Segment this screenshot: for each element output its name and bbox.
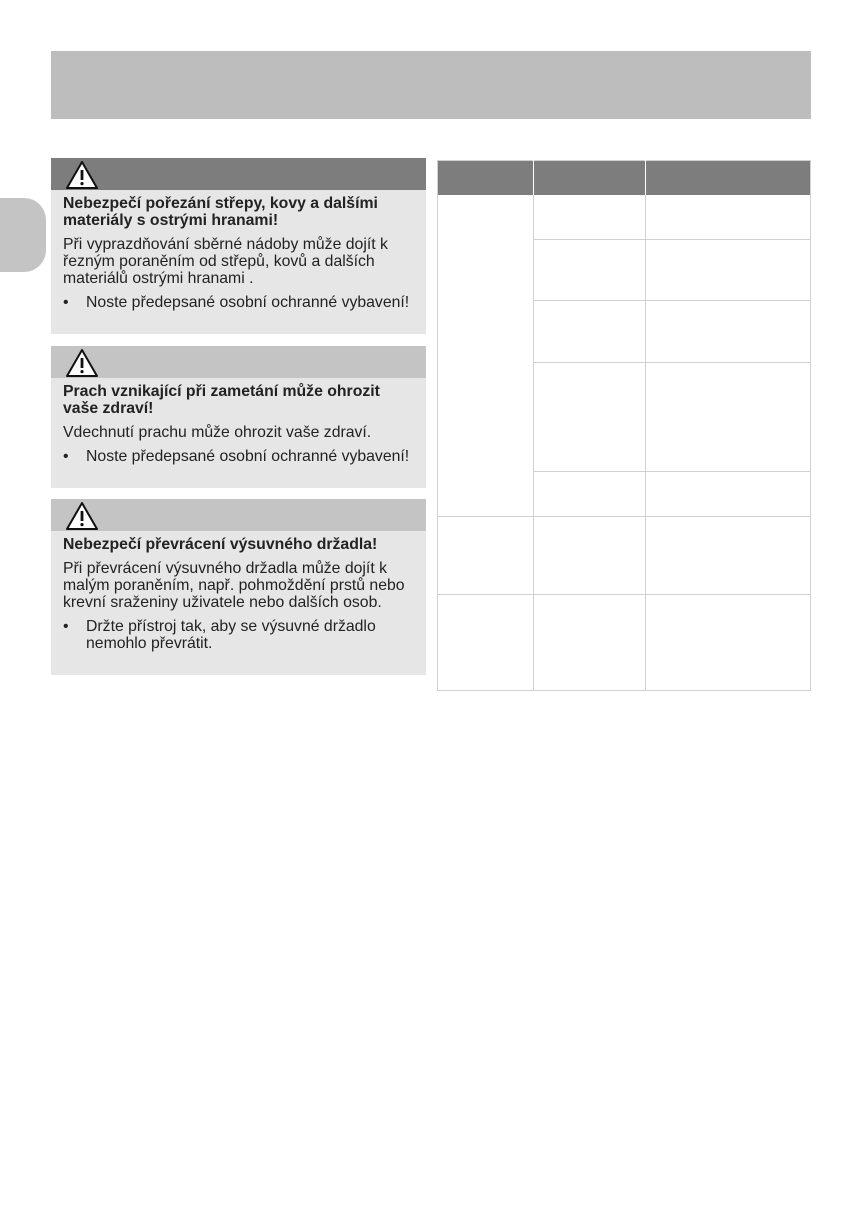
warning-bullet: • Noste předepsané osobní ochranné vybavení! <box>63 448 414 465</box>
chapter-side-tab <box>0 198 46 272</box>
warning-text: Při převrácení výsuvného držadla může dojít k malým poraněním, např. pohmoždění prstů nebo krevní sraženiny uživatele nebo dalších osob. <box>63 560 405 611</box>
table-header-divider <box>533 160 534 195</box>
warning-bullet-list <box>63 618 414 652</box>
troubleshooting-table <box>437 160 811 691</box>
page-header-bar <box>51 51 811 119</box>
table-row-divider <box>533 471 811 472</box>
warning-header <box>51 346 426 378</box>
warning-title: Nebezpečí převrácení výsuvného držadla! <box>63 536 378 553</box>
warning-title: Nebezpečí pořezání střepy, kovy a dalšími materiály s ostrými hranami! <box>63 195 378 229</box>
warning-triangle-icon <box>65 501 99 531</box>
warning-box-dust <box>51 346 426 488</box>
warning-triangle-icon <box>65 160 99 190</box>
warning-bullet-list <box>63 448 414 465</box>
table-row-divider <box>437 594 811 595</box>
table-row-divider <box>437 516 811 517</box>
table-row-divider <box>533 239 811 240</box>
warning-bullet-list <box>63 294 414 311</box>
warning-triangle-icon <box>65 348 99 378</box>
warning-box-cuts <box>51 158 426 334</box>
table-header-divider <box>645 160 646 195</box>
warning-header <box>51 499 426 531</box>
table-row-divider <box>533 300 811 301</box>
table-row-divider <box>533 362 811 363</box>
warning-text: Vdechnutí prachu může ohrozit vaše zdraví. <box>63 424 372 441</box>
warning-header <box>51 158 426 190</box>
warning-box-handle <box>51 499 426 675</box>
warning-bullet: • Noste předepsané osobní ochranné vybavení! <box>63 294 414 311</box>
warning-bullet: • Držte přístroj tak, aby se výsuvné držadlo nemohlo převrátit. <box>63 618 414 652</box>
warning-title: Prach vznikající při zametání může ohrozit vaše zdraví! <box>63 383 380 417</box>
warning-text: Při vyprazdňování sběrné nádoby může dojít k řezným poraněním od střepů, kovů a dalších materiálů ostrými hranami . <box>63 236 388 287</box>
